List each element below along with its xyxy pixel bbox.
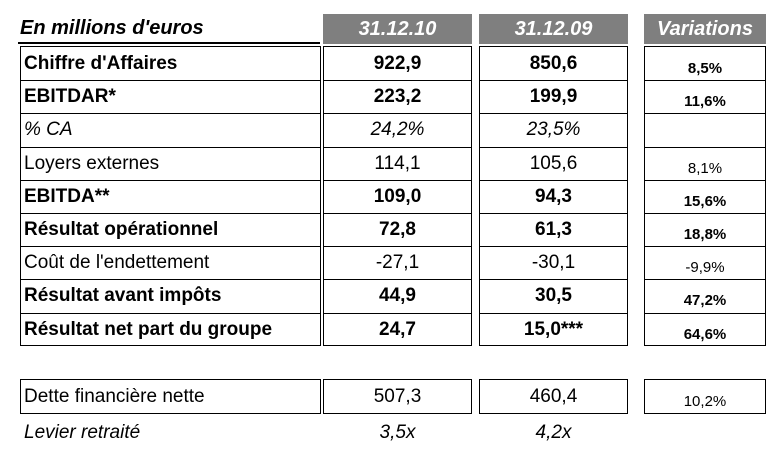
row-value-2010: 922,9 — [373, 53, 422, 74]
row-label: Résultat net part du groupe — [24, 318, 273, 340]
row-variation: 64,6% — [683, 325, 727, 343]
leverage-value-2009: 4,2x — [535, 422, 572, 443]
leverage-label: Levier retraité — [24, 422, 141, 443]
debt-value-2009: 460,4 — [529, 386, 578, 407]
row-value-2009: 94,3 — [535, 185, 572, 207]
row-value-2010: 44,9 — [379, 285, 416, 307]
debt-value-2010: 507,3 — [373, 386, 422, 407]
row-variation: 47,2% — [683, 292, 727, 310]
row-label: Résultat avant impôts — [24, 285, 222, 307]
row-label: EBITDA** — [24, 185, 110, 207]
row-label: % CA — [24, 119, 73, 141]
row-value-2009: 30,5 — [535, 285, 572, 307]
column-header-2010: 31.12.10 — [323, 14, 472, 44]
table-header-label: En millions d'euros — [20, 17, 204, 39]
row-label: Loyers externes — [24, 152, 160, 174]
row-value-2009: 105,6 — [529, 152, 578, 174]
row-label: Coût de l'endettement — [24, 252, 210, 274]
header-underline — [18, 42, 320, 44]
row-value-2009: 199,9 — [529, 86, 578, 108]
debt-variation: 10,2% — [683, 393, 727, 410]
row-value-2010: 24,2% — [370, 119, 425, 141]
row-value-2009: 61,3 — [535, 219, 572, 240]
leverage-value-2010: 3,5x — [379, 422, 416, 443]
row-value-2009: 23,5% — [526, 119, 581, 141]
row-variation: 15,6% — [683, 192, 727, 210]
row-label: EBITDAR* — [24, 86, 116, 108]
row-value-2010: 24,7 — [379, 318, 416, 340]
row-value-2010: 223,2 — [373, 86, 422, 108]
row-value-2010: 109,0 — [373, 185, 422, 207]
row-variation: 18,8% — [683, 226, 727, 243]
row-value-2010: 114,1 — [374, 152, 421, 174]
column-header-variations: Variations — [644, 14, 766, 44]
row-label: Chiffre d'Affaires — [24, 53, 178, 74]
row-value-2009: 15,0*** — [523, 318, 584, 340]
debt-label: Dette financière nette — [24, 386, 205, 407]
row-value-2009: 850,6 — [529, 53, 578, 74]
row-variation: -9,9% — [685, 259, 725, 277]
row-value-2010: -27,1 — [375, 252, 420, 274]
row-value-2009: -30,1 — [531, 252, 576, 274]
row-variation — [644, 113, 766, 146]
row-variation: 8,5% — [687, 60, 723, 77]
row-label: Résultat opérationnel — [24, 219, 219, 240]
row-variation: 8,1% — [687, 159, 723, 177]
column-header-2009: 31.12.09 — [479, 14, 628, 44]
row-value-2010: 72,8 — [379, 219, 416, 240]
row-variation: 11,6% — [684, 93, 726, 111]
